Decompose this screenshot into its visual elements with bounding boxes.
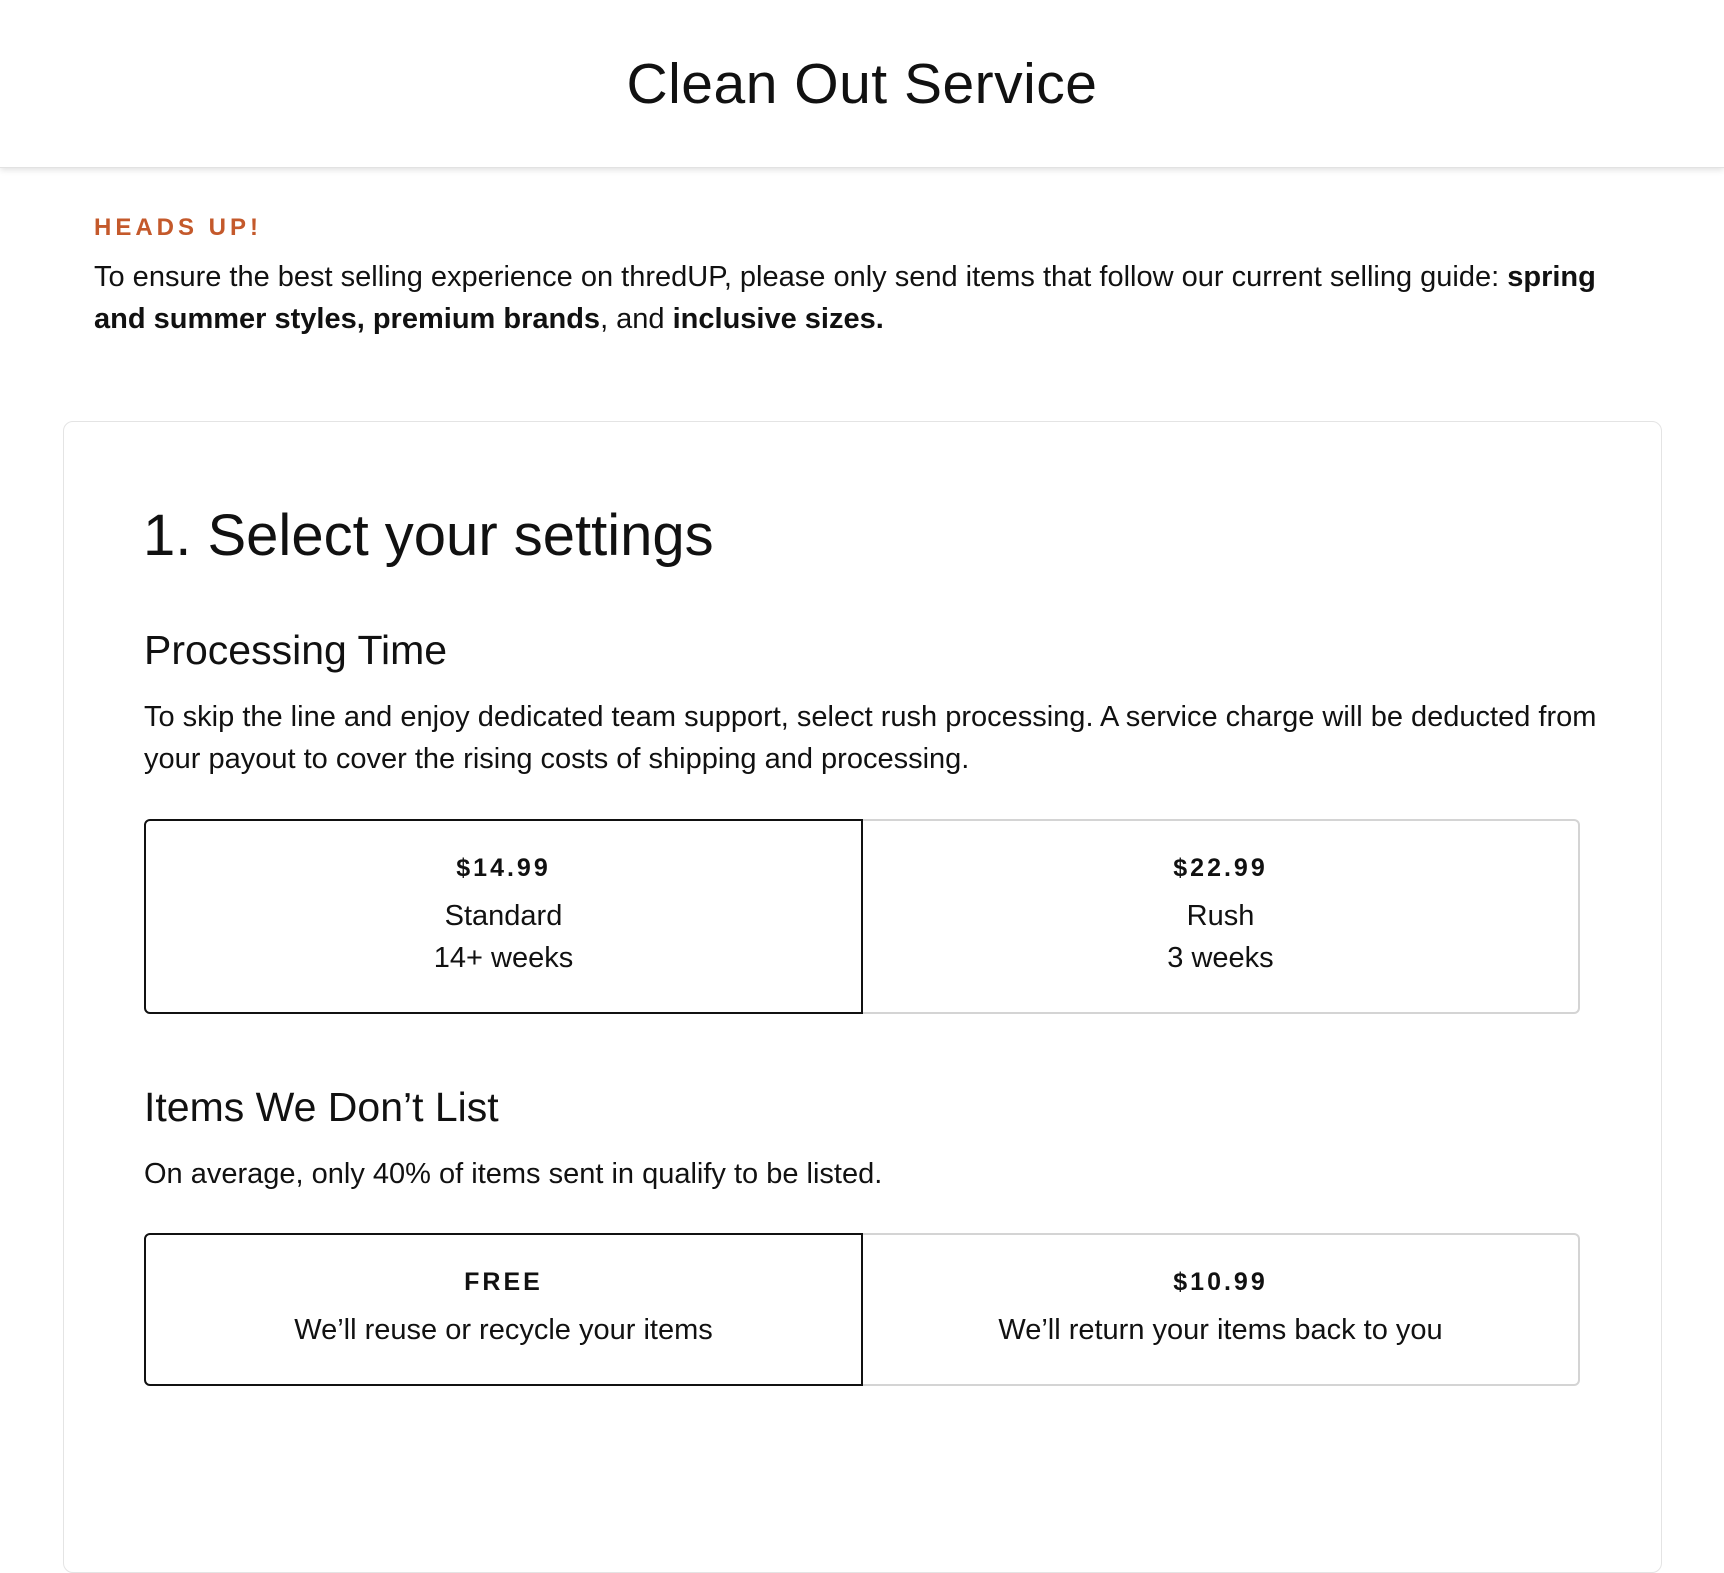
processing-time-description: To skip the line and enjoy dedicated team support, select rush processing. A service charge will be deducted from your payout to cover the rising costs of shipping and processing. bbox=[144, 701, 1597, 775]
option-name: Rush bbox=[1186, 900, 1255, 932]
notice-text-middle: , and bbox=[600, 303, 673, 335]
notice-bold-sizes: inclusive sizes. bbox=[672, 303, 884, 335]
unlisted-option-free-recycle[interactable] bbox=[144, 1233, 863, 1386]
option-price: $10.99 bbox=[1173, 1268, 1268, 1296]
option-description: We’ll reuse or recycle your items bbox=[294, 1314, 713, 1346]
option-price: $22.99 bbox=[1173, 854, 1268, 882]
option-description: We’ll return your items back to you bbox=[998, 1314, 1443, 1346]
unlisted-option-return[interactable] bbox=[863, 1233, 1580, 1386]
unlisted-items-options bbox=[144, 1233, 1580, 1386]
items-we-dont-list-description: On average, only 40% of items sent in qualify to be listed. bbox=[144, 1158, 883, 1190]
notice-text bbox=[94, 256, 1654, 340]
option-price: $14.99 bbox=[456, 854, 551, 882]
settings-title: 1. Select your settings bbox=[143, 503, 714, 568]
notice-eyebrow: HEADS UP! bbox=[94, 214, 263, 241]
notice-bold-styles-brands: spring and summer styles, premium brands bbox=[94, 261, 1596, 335]
heads-up-notice bbox=[94, 214, 1654, 340]
option-duration: 3 weeks bbox=[1167, 942, 1274, 974]
notice-text-before: To ensure the best selling experience on thredUP, please only send items that follow our current selling guide: bbox=[94, 261, 1508, 293]
processing-option-rush[interactable] bbox=[863, 819, 1580, 1014]
processing-time-title: Processing Time bbox=[144, 627, 448, 673]
processing-option-standard[interactable] bbox=[144, 819, 863, 1014]
page-header bbox=[0, 0, 1724, 168]
processing-time-options bbox=[144, 819, 1580, 1014]
page-title: Clean Out Service bbox=[626, 51, 1098, 116]
option-duration: 14+ weeks bbox=[433, 942, 574, 974]
items-we-dont-list-title: Items We Don’t List bbox=[144, 1084, 499, 1130]
option-price: FREE bbox=[464, 1268, 543, 1296]
option-name: Standard bbox=[444, 900, 563, 932]
